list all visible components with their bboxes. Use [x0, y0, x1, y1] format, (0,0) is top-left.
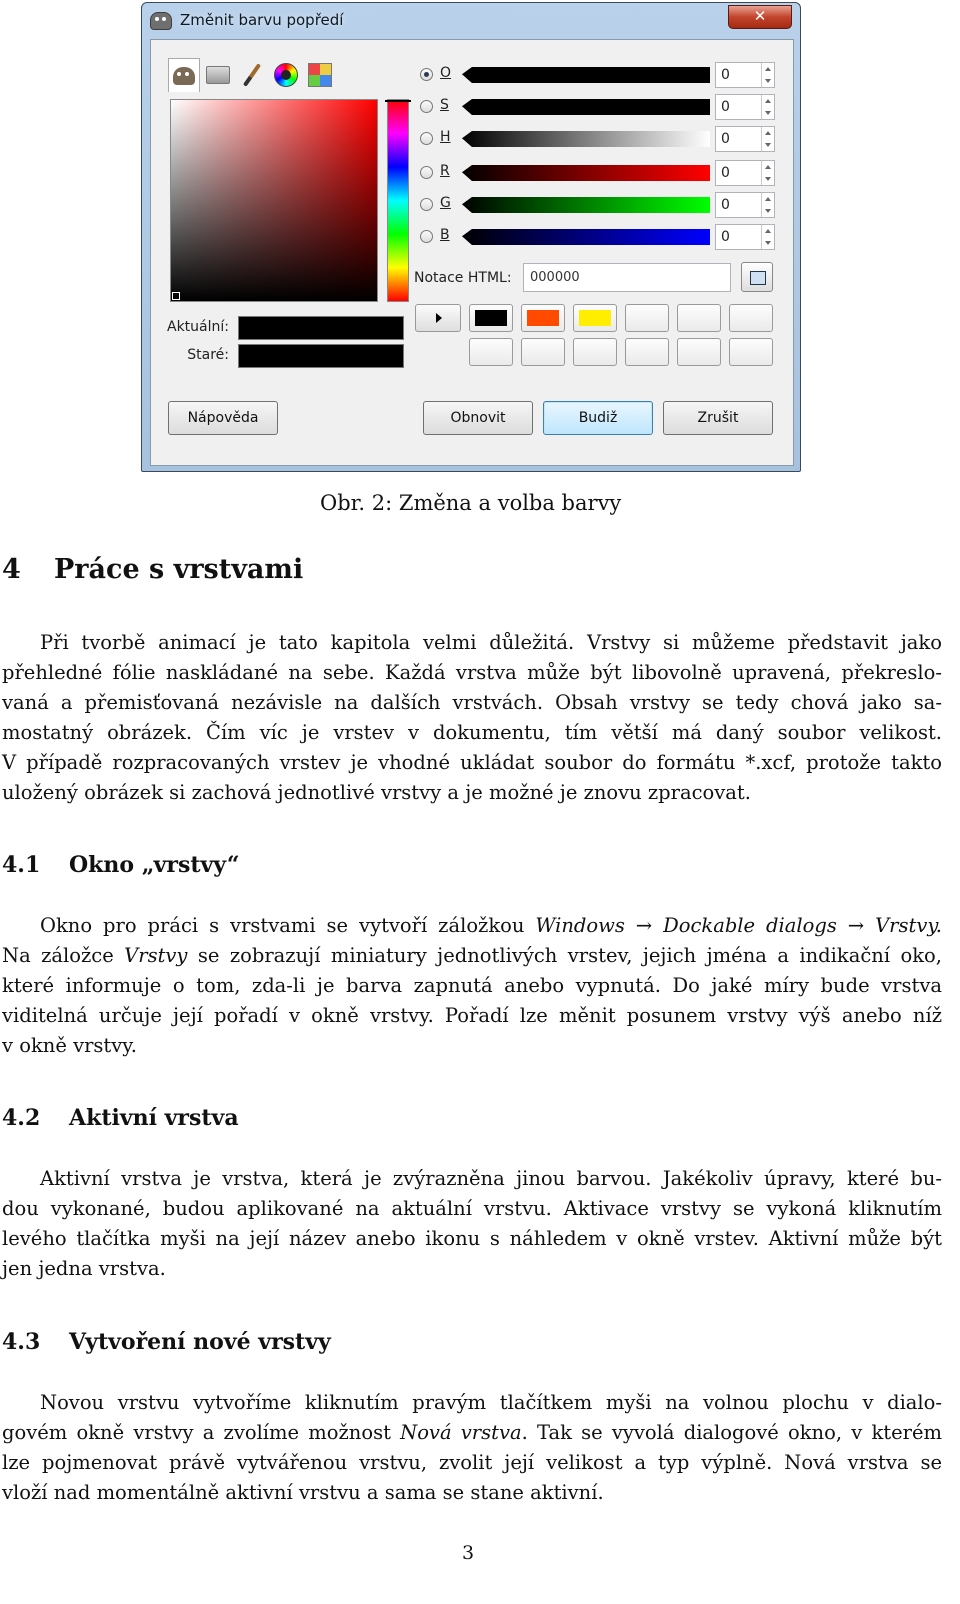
channel-slider[interactable] — [462, 99, 710, 115]
channel-label: R — [440, 163, 450, 179]
page-number: 3 — [462, 1542, 475, 1564]
spin-arrows[interactable] — [761, 63, 774, 87]
spin-arrows[interactable] — [761, 193, 774, 217]
channel-row — [419, 160, 783, 188]
spin-up-icon[interactable] — [765, 131, 771, 135]
channel-radio[interactable] — [420, 100, 433, 113]
reset-button[interactable]: Obnovit — [423, 401, 533, 435]
channel-slider[interactable] — [462, 131, 710, 147]
subsection-title: Okno „vrstvy“ — [69, 852, 240, 878]
history-swatch[interactable] — [625, 338, 669, 366]
emphasis-layers: Vrstvy — [124, 944, 188, 967]
channel-radio[interactable] — [420, 230, 433, 243]
saturation-value-area[interactable] — [170, 99, 378, 302]
dialog-title: Změnit barvu popředí — [180, 11, 344, 29]
text-line: viditelná určuje její pořadí v okně vrstvy. Pořadí lze měnit posunem vrstvy výš anebo níž — [2, 1004, 942, 1027]
tab-gimp-selector[interactable] — [168, 58, 200, 92]
swatch-color — [475, 310, 507, 326]
subsection-heading-4-1 — [2, 852, 240, 878]
channel-row — [419, 94, 783, 122]
text-line: přehledné fólie naskládané na sebe. Každá vrstva může být libovolně upravená, překreslo- — [2, 661, 942, 684]
tab-cmyk-selector[interactable] — [202, 58, 234, 92]
dialog-titlebar[interactable] — [142, 3, 800, 37]
brush-icon — [243, 63, 261, 87]
spin-up-icon[interactable] — [765, 229, 771, 233]
gimp-icon — [173, 67, 195, 85]
channel-value: 0 — [721, 197, 730, 213]
paragraph-layers-intro — [2, 628, 942, 808]
section-number: 4 — [2, 554, 21, 585]
history-swatch[interactable] — [729, 304, 773, 332]
channel-label: H — [440, 129, 451, 145]
old-color-swatch[interactable] — [238, 344, 404, 368]
text-run: Okno pro práci s vrstvami se vytvoří záložkou — [40, 914, 536, 937]
spin-arrows[interactable] — [761, 225, 774, 249]
subsection-heading-4-2 — [2, 1105, 239, 1131]
help-button[interactable]: Nápověda — [168, 401, 278, 435]
channel-value: 0 — [721, 99, 730, 115]
history-swatch[interactable] — [625, 304, 669, 332]
text-line: levého tlačítka myši na její název anebo ikonu s náhledem v okně vrstev. Aktivní může být — [2, 1227, 942, 1250]
channel-row — [419, 224, 783, 252]
spin-arrows[interactable] — [761, 127, 774, 151]
channel-label: S — [440, 97, 449, 113]
text-line — [2, 911, 942, 941]
text-line: mostatný obrázek. Čím víc je vrstev v dokumentu, tím větší má daný soubor velikost. — [2, 721, 942, 744]
text-line: dou vykonané, budou aplikované na aktuální vrstvu. Aktivace vrstvy se vykoná kliknutím — [2, 1197, 942, 1220]
menu-path-dockable: Dockable dialogs — [663, 914, 837, 937]
subsection-heading-4-3 — [2, 1329, 331, 1355]
channel-label: G — [440, 195, 451, 211]
text-line: Aktivní vrstva je vrstva, která je zvýrazněna jinou barvou. Jakékoliv úpravy, které bu- — [40, 1167, 942, 1190]
channel-radio[interactable] — [420, 68, 433, 81]
channel-slider[interactable] — [462, 165, 710, 181]
ok-button[interactable]: Budiž — [543, 401, 653, 435]
history-swatch[interactable] — [521, 304, 565, 332]
arrow-glyph: → — [836, 914, 876, 937]
text-line: Při tvorbě animací je tato kapitola velmi důležitá. Vrstvy si můžeme představit jako — [40, 631, 942, 654]
channel-slider[interactable] — [462, 67, 710, 83]
dialog-client — [150, 39, 794, 466]
history-swatch[interactable] — [573, 338, 617, 366]
current-color-swatch — [238, 316, 404, 340]
channel-slider[interactable] — [462, 197, 710, 213]
emphasis-new-layer: Nová vrstva — [400, 1421, 522, 1444]
channel-radio[interactable] — [420, 132, 433, 145]
subsection-number: 4.3 — [2, 1329, 41, 1355]
hue-strip[interactable] — [387, 99, 409, 302]
color-wheel-icon — [274, 63, 298, 87]
history-swatch[interactable] — [469, 338, 513, 366]
text-run: Na záložce — [2, 944, 125, 967]
section-title: Práce s vrstvami — [54, 554, 304, 585]
section-heading — [2, 554, 303, 585]
spin-down-icon[interactable] — [765, 177, 771, 181]
spin-arrows[interactable] — [761, 161, 774, 185]
spin-up-icon[interactable] — [765, 67, 771, 71]
spin-arrows[interactable] — [761, 95, 774, 119]
text-line: vaná a přemisťovaná nezávisle na dalších vrstvách. Obsah vrstvy se tedy chová jako sa- — [2, 691, 942, 714]
history-swatch[interactable] — [521, 338, 565, 366]
history-swatch[interactable] — [677, 304, 721, 332]
channel-value: 0 — [721, 165, 730, 181]
text-line: v okně vrstvy. — [2, 1034, 137, 1057]
close-button[interactable]: ✕ — [728, 5, 792, 29]
swatch-color — [579, 310, 611, 326]
spin-down-icon[interactable] — [765, 79, 771, 83]
color-picker-button[interactable] — [741, 262, 773, 292]
channel-label: B — [440, 227, 450, 243]
subsection-number: 4.1 — [2, 852, 41, 878]
channel-row — [419, 192, 783, 220]
tab-wheel-selector[interactable] — [270, 58, 302, 92]
text-line: které informuje o tom, zda-li je barva zapnutá anebo vypnutá. Do jaké míry bude vrstva — [2, 974, 942, 997]
menu-path-layers: Vrstvy. — [875, 914, 942, 937]
spin-up-icon[interactable] — [765, 99, 771, 103]
channel-value: 0 — [721, 229, 730, 245]
swatch-color — [527, 310, 559, 326]
tab-palette-selector[interactable] — [304, 58, 336, 92]
html-notation-input[interactable] — [523, 263, 731, 292]
channel-row — [419, 62, 783, 90]
spin-up-icon[interactable] — [765, 165, 771, 169]
spin-down-icon[interactable] — [765, 241, 771, 245]
channel-row — [419, 126, 783, 154]
spin-down-icon[interactable] — [765, 111, 771, 115]
text-line — [2, 1418, 942, 1448]
channel-label: O — [440, 65, 452, 81]
history-swatch[interactable] — [677, 338, 721, 366]
current-color-label: Aktuální: — [167, 319, 229, 335]
channel-radio[interactable] — [420, 198, 433, 211]
subsection-title: Vytvoření nové vrstvy — [69, 1329, 331, 1355]
printer-icon — [206, 66, 230, 84]
subsection-title: Aktivní vrstva — [69, 1105, 239, 1131]
spin-down-icon[interactable] — [765, 209, 771, 213]
text-line: jen jedna vrstva. — [2, 1257, 166, 1280]
text-line: lze pojmenovat právě vytvářenou vrstvu, zvolit její velikost a typ výplně. Nová vrstva se — [2, 1451, 942, 1474]
channel-spinbox[interactable] — [715, 224, 775, 250]
menu-path-windows: Windows — [535, 914, 625, 937]
palette-icon — [308, 63, 332, 87]
gimp-icon — [150, 12, 172, 30]
tab-watercolor-selector[interactable] — [236, 58, 268, 92]
color-dialog — [141, 2, 801, 472]
text-line: Novou vrstvu vytvoříme kliknutím pravým tlačítkem myši na volnou plochu v dialo- — [40, 1391, 942, 1414]
channel-spinbox[interactable] — [715, 192, 775, 218]
subsection-number: 4.2 — [2, 1105, 41, 1131]
color-marker[interactable] — [172, 292, 180, 300]
spin-up-icon[interactable] — [765, 197, 771, 201]
text-run: govém okně vrstvy a zvolíme možnost — [2, 1421, 401, 1444]
channel-spinbox[interactable] — [715, 94, 775, 120]
channel-spinbox[interactable] — [715, 126, 775, 152]
history-swatch[interactable] — [573, 304, 617, 332]
html-notation-label: Notace HTML: — [414, 270, 512, 286]
channel-value: 0 — [721, 67, 730, 83]
history-swatch[interactable] — [469, 304, 513, 332]
channel-value: 0 — [721, 131, 730, 147]
text-line: V případě rozpracovaných vrstev je vhodné ukládat soubor do formátu *.xcf, protože takto — [2, 751, 942, 774]
old-color-label: Staré: — [187, 347, 229, 363]
text-line: uložený obrázek si zachová jednotlivé vrstvy a je možné je znovu zpracovat. — [2, 781, 751, 804]
channel-slider[interactable] — [462, 229, 710, 245]
cancel-button[interactable]: Zrušit — [663, 401, 773, 435]
arrow-glyph: → — [624, 914, 664, 937]
channel-spinbox[interactable] — [715, 160, 775, 186]
channel-radio[interactable] — [420, 166, 433, 179]
history-swatch[interactable] — [729, 338, 773, 366]
figure-caption: Obr. 2: Změna a volba barvy — [320, 491, 622, 515]
text-run: . Tak se vyvolá dialogové okno, v kterém — [521, 1421, 943, 1444]
paragraph-active-layer — [2, 1164, 942, 1284]
text-run: se zobrazují miniatury jednotlivých vrstev, jejich jména a indikační oko, — [187, 944, 942, 967]
text-line: vloží nad momentálně aktivní vrstvu a sama se stane aktivní. — [2, 1481, 604, 1504]
add-to-history-button[interactable] — [415, 304, 461, 332]
paragraph-layers-window — [2, 911, 942, 1061]
paragraph-new-layer — [2, 1388, 942, 1508]
channel-spinbox[interactable] — [715, 62, 775, 88]
text-line — [2, 941, 942, 971]
spin-down-icon[interactable] — [765, 143, 771, 147]
